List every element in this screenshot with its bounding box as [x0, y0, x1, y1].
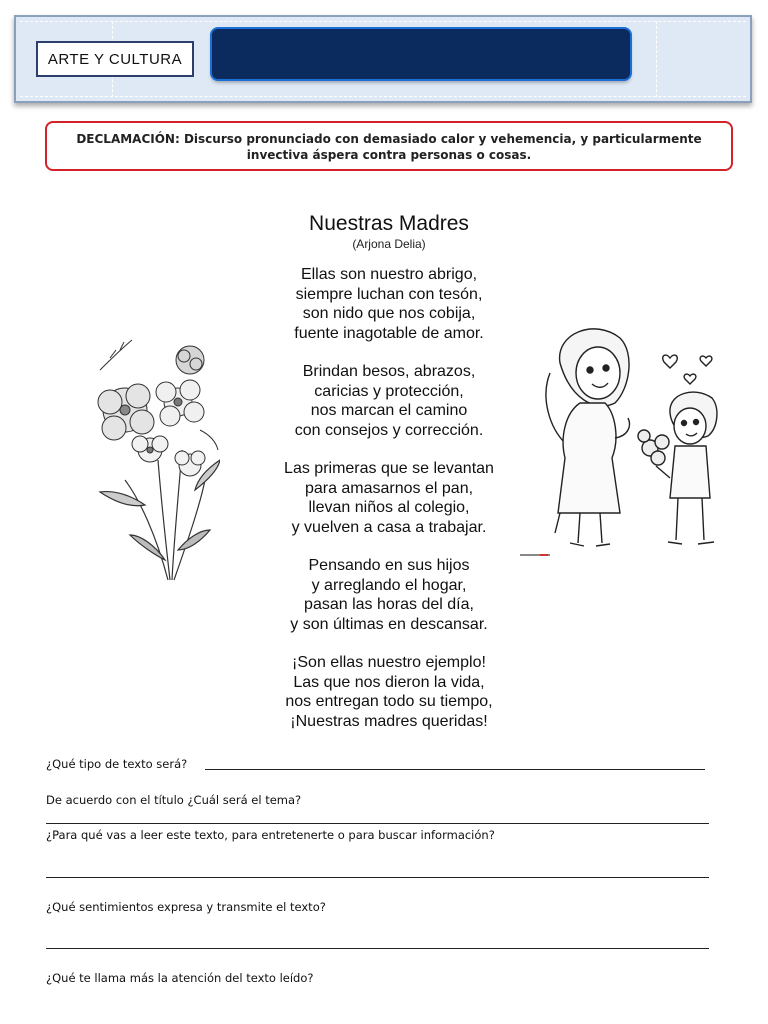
flower-bouquet-illustration: [70, 330, 220, 585]
poem-line: y vuelven a casa a trabajar.: [291, 518, 487, 536]
question-5: ¿Qué te llama más la atención del texto leído?: [46, 971, 314, 985]
poem-stanza: [240, 556, 538, 634]
poem-line: Ellas son nuestro abrigo,: [300, 266, 478, 283]
poem-line: son nido que nos cobija,: [302, 305, 476, 322]
poem-author: (Arjona Delia): [352, 237, 426, 251]
poem-line: ¡Nuestras madres queridas!: [290, 712, 488, 730]
poem-stanza: [240, 459, 538, 537]
poem-line: Brindan besos, abrazos,: [302, 363, 476, 380]
question-1: ¿Qué tipo de texto será?: [46, 757, 188, 771]
definition-text: Discurso pronunciado con demasiado calor y vehemencia, y particularmente invectiva áspera contra personas o cosas.: [183, 132, 702, 162]
answer-line: [46, 877, 709, 878]
header-banner: [14, 15, 752, 103]
poem-line: para amasarnos el pan,: [304, 479, 474, 497]
decor-dash: [20, 21, 746, 22]
poem-line: con consejos y corrección.: [294, 421, 484, 439]
poem-title: Nuestras Madres: [309, 212, 469, 235]
poem-line: siempre luchan con tesón,: [295, 285, 483, 303]
poem-line: llevan niños al colegio,: [308, 499, 470, 516]
title-bar: [212, 29, 630, 79]
answer-line: [205, 769, 705, 770]
poem-stanza: [240, 653, 538, 731]
definition-term: DECLAMACIÓN:: [76, 132, 180, 146]
subject-label: ARTE Y CULTURA: [36, 41, 194, 77]
poem-line: Pensando en sus hijos: [308, 557, 470, 574]
poem-line: y arreglando el hogar,: [311, 576, 467, 594]
poem-line: nos marcan el camino: [310, 402, 468, 419]
poem-line: Las que nos dieron la vida,: [293, 673, 485, 691]
poem-line: pasan las horas del día,: [304, 596, 474, 613]
answer-line: [46, 823, 709, 824]
poem-stanza: [240, 265, 538, 343]
mother-child-illustration: [520, 318, 745, 558]
question-4: ¿Qué sentimientos expresa y transmite el texto?: [46, 900, 326, 914]
poem-line: y son últimas en descansar.: [290, 615, 488, 633]
answer-line: [46, 948, 709, 949]
definition-box: [45, 121, 733, 171]
question-2: De acuerdo con el título ¿Cuál será el tema?: [46, 793, 302, 807]
poem-line: fuente inagotable de amor.: [294, 324, 484, 342]
poem-line: nos entregan todo su tiempo,: [285, 693, 493, 710]
poem-line: caricias y protección,: [314, 382, 464, 400]
poem-body: [240, 265, 538, 750]
question-3: ¿Para qué vas a leer este texto, para entretenerte o para buscar información?: [46, 828, 495, 842]
decor-dash: [20, 96, 746, 97]
poem-stanza: [240, 362, 538, 440]
poem-line: Las primeras que se levantan: [284, 460, 494, 477]
decor-dash: [656, 21, 657, 97]
poem-line: ¡Son ellas nuestro ejemplo!: [292, 654, 486, 671]
